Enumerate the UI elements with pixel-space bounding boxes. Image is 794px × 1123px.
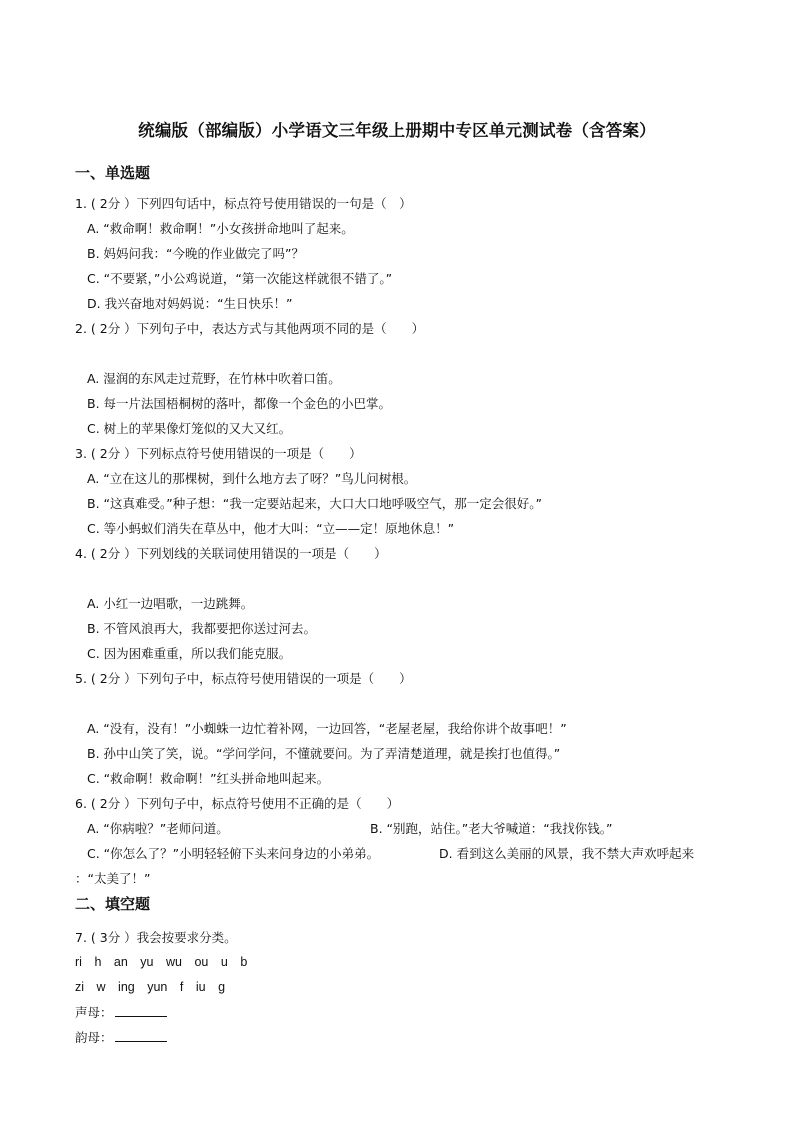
question-3-option-a: A. “立在这儿的那棵树，到什么地方去了呀？”鸟儿问树根。: [87, 471, 417, 486]
question-2-option-a: A. 湿润的东风走过荒野，在竹林中吹着口笛。: [87, 371, 341, 386]
page-title: 统编版（部编版）小学语文三年级上册期中专区单元测试卷（含答案）: [138, 121, 656, 140]
question-3-stem: 3. ( 2分 ）下列标点符号使用错误的一项是（ ）: [75, 446, 362, 461]
pinyin-row-2: zi w ing yun f iu g: [75, 980, 226, 994]
shengmu-blank[interactable]: [115, 1004, 167, 1017]
yunmu-answer-line: [75, 1029, 167, 1046]
question-4-stem: 4. ( 2分 ）下列划线的关联词使用错误的一项是（ ）: [75, 546, 387, 561]
question-7-stem: 7. ( 3分 ）我会按要求分类。: [75, 930, 237, 945]
question-5-option-c: C. “救命啊！救命啊！”红头拼命地叫起来。: [87, 771, 330, 786]
question-6-stem: 6. ( 2分 ）下列句子中，标点符号使用不正确的是（ ）: [75, 796, 400, 811]
question-4-option-b: B. 不管风浪再大，我都要把你送过河去。: [87, 621, 317, 636]
question-6-option-d: D. 看到这么美丽的风景，我不禁大声欢呼起来: [439, 846, 695, 861]
question-2-option-c: C. 树上的苹果像灯笼似的又大又红。: [87, 421, 292, 436]
question-5-option-a: A. “没有，没有！”小蜘蛛一边忙着补网，一边回答，“老屋老屋，我给你讲个故事吧！”: [87, 721, 567, 736]
pinyin-row-1: ri h an yu wu ou u b: [75, 955, 248, 969]
question-4-option-a: A. 小红一边唱歌，一边跳舞。: [87, 596, 254, 611]
question-1-option-b: B. 妈妈问我：“今晚的作业做完了吗”？: [87, 246, 304, 261]
question-3-option-c: C. 等小蚂蚁们消失在草丛中，他才大叫：“立——定！原地休息！”: [87, 521, 455, 536]
question-2-stem: 2. ( 2分 ）下列句子中，表达方式与其他两项不同的是（ ）: [75, 321, 425, 336]
question-6-option-c: C. “你怎么了？”小明轻轻俯下头来问身边的小弟弟。: [87, 846, 380, 861]
question-6-option-d-continued: ：“太美了！”: [75, 871, 151, 886]
question-1-option-d: D. 我兴奋地对妈妈说：“生日快乐！”: [87, 296, 293, 311]
question-1-option-c: C. “不要紧，”小公鸡说道，“第一次能这样就很不错了。”: [87, 271, 393, 286]
question-1-option-a: A. “救命啊！救命啊！”小女孩拼命地叫了起来。: [87, 221, 354, 236]
section-heading-fill-blank: 二、填空题: [75, 895, 151, 913]
question-3-option-b: B. “这真难受。”种子想：“我一定要站起来，大口大口地呼吸空气，那一定会很好。”: [87, 496, 542, 511]
question-6-option-b: B. “别跑，站住。”老大爷喊道：“我找你钱。”: [370, 821, 613, 836]
shengmu-label: 声母：: [75, 1005, 113, 1020]
question-5-stem: 5. ( 2分 ）下列句子中，标点符号使用错误的一项是（ ）: [75, 671, 412, 686]
yunmu-label: 韵母：: [75, 1030, 113, 1045]
question-1-stem: 1. ( 2分 ）下列四句话中，标点符号使用错误的一句是（ ）: [75, 196, 412, 211]
question-4-option-c: C. 因为困难重重，所以我们能克服。: [87, 646, 292, 661]
yunmu-blank[interactable]: [115, 1029, 167, 1042]
question-2-option-b: B. 每一片法国梧桐树的落叶，都像一个金色的小巴掌。: [87, 396, 392, 411]
question-6-option-a: A. “你病啦？”老师问道。: [87, 821, 229, 836]
shengmu-answer-line: [75, 1004, 167, 1021]
question-5-option-b: B. 孙中山笑了笑，说。“学问学问，不懂就要问。为了弄清楚道理，就是挨打也值得。”: [87, 746, 561, 761]
section-heading-single-choice: 一、单选题: [75, 164, 151, 182]
